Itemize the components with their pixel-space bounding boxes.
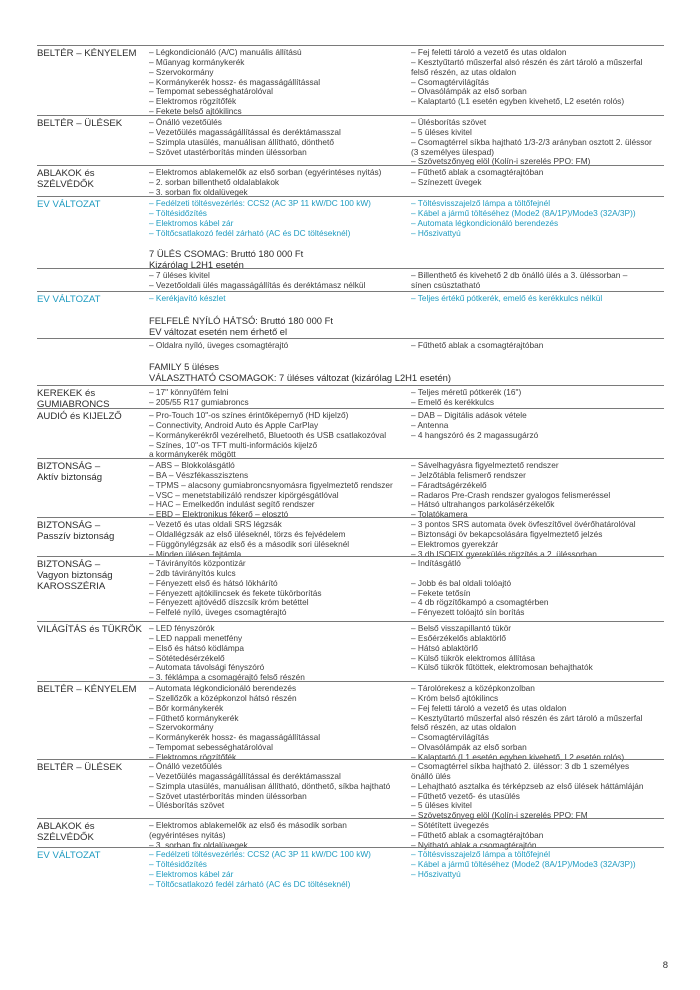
section-label: EV VÁLTOZAT [37, 199, 101, 210]
right-column [411, 388, 669, 408]
left-column [149, 559, 411, 618]
spec-item: – Csomagtérvilágítás [411, 76, 489, 87]
spec-item: – Függönylégzsák az első és a második sori üléseknél [149, 538, 350, 549]
spec-item: – Minden ülésen fejtámla [149, 548, 242, 559]
spec-item: – Automata távolsági fényszóró [149, 662, 265, 673]
spec-item: – Fűthető ablak a csomagtérajtóban [411, 340, 544, 350]
spec-section [37, 556, 664, 618]
section-label: VILÁGÍTÁS és TÜKRÖK [37, 624, 142, 635]
spec-item: – Távirányítós központizár [149, 558, 246, 568]
right-column [411, 762, 669, 821]
spec-item: – 5 üléses kivitel [411, 800, 472, 811]
left-column [149, 411, 411, 460]
section-label: ABLAKOK és SZÉLVÉDŐK [37, 168, 95, 190]
spec-item: – VSC – menetstabilizáló rendszer kipörgésgátlóval [149, 489, 339, 500]
spec-item: – Szövet utastérborítás minden üléssorban [149, 146, 307, 157]
left-column [149, 520, 411, 559]
left-column [149, 271, 411, 291]
spec-item: – Önálló vezetőülés [149, 117, 222, 127]
spec-item: – Kábel a jármű töltéséhez (Mode2 (8A/1P)/Mode3 (32A/3P)) [411, 207, 636, 218]
spec-section [37, 165, 664, 197]
page-number: 8 [662, 960, 668, 971]
right-column [411, 168, 669, 188]
spec-item: – BA – Vészfékasszisztens [149, 469, 249, 480]
spec-item: – Elektromos kábel zár [149, 217, 234, 228]
spec-item: – 3 db ISOFIX gyerekülés rögzítés a 2. üléssorban [411, 548, 597, 559]
spec-item: – Csomagtérvilágítás [411, 732, 489, 743]
spec-item: – Biztonsági öv bekapcsolására figyelmeztető jelzés [411, 528, 603, 539]
right-column [411, 341, 669, 351]
spec-item: – Kábel a jármű töltéséhez (Mode2 (8A/1P)/Mode3 (32A/3P)) [411, 858, 636, 869]
spec-section [37, 818, 664, 850]
spec-item: – Fényezett első és hátsó lökhárító [149, 577, 278, 588]
spec-item: – Légkondicionáló (A/C) manuális állítású [149, 47, 302, 57]
spec-item: – TPMS – alacsony gumiabroncsnyomásra figyelmeztető rendszer [149, 479, 393, 490]
left-column [149, 294, 411, 304]
spec-item: – Sötétített üvegezés [411, 820, 489, 830]
spec-item: – Szimpla utasülés, manuálisan állítható, dönthető, síkba hajtható [149, 780, 391, 791]
spec-section [37, 338, 664, 350]
spec-item: – Emelő és kerékkulcs [411, 396, 495, 407]
spec-item: – Fényezett tolóajtó sín borítás [411, 607, 525, 618]
spec-item: – Kormánykerékről vezérelhető, Bluetooth és USB csatlakozóval [149, 429, 387, 440]
section-label: BELTÉR – ÜLÉSEK [37, 762, 123, 773]
left-column [149, 168, 411, 198]
spec-item: – Connectivity, Android Auto és Apple CarPlay [149, 419, 319, 430]
spec-section [37, 196, 664, 238]
spec-item: – Fűthető kormánykerék [149, 712, 239, 723]
right-column [411, 411, 669, 441]
section-label: BELTÉR – KÉNYELEM [37, 48, 137, 59]
spec-item: – Fényezett ajtókilincsek és fekete tükörborítás [149, 587, 322, 598]
spec-item: – 17" könnyűfém felni [149, 387, 229, 397]
spec-item: – Szellőzők a középkonzol hátsó részén [149, 692, 297, 703]
spec-item: – Hőszivattyú [411, 227, 461, 238]
spec-item: – 3 pontos SRS automata övek övfeszítővel övérőhatárolóval [411, 519, 636, 529]
spec-item: – 205/55 R17 gumiabroncs [149, 396, 249, 407]
spec-item: – EBD – Elektronikus fékerő – elosztó [149, 509, 289, 520]
spec-item: – Elektromos rögzítőfék [149, 751, 237, 762]
right-column [411, 199, 669, 238]
spec-item: – Kesztyűtartó műszerfal alsó részén és zárt tároló a műszerfal felső részén, az utas oldalon [411, 56, 643, 77]
spec-section [37, 621, 664, 683]
spec-item: – 2db távirányítós kulcs [149, 567, 236, 578]
spec-item: – 4 hangszóró és 2 magassugárzó [411, 429, 539, 440]
spec-section [37, 759, 664, 821]
spec-item: – Olvasólámpák az első sorban [411, 742, 527, 753]
package-title-family: FAMILY 5 üléses VÁLASZTHATÓ CSOMAGOK: 7 üléses változat (kizárólag L2H1 esetén) [149, 361, 452, 384]
spec-item: – Esőérzékelős ablaktörlő [411, 632, 507, 643]
spec-item: – Fej feletti tároló a vezető és utas oldalon [411, 702, 567, 713]
spec-item: – Olvasólámpák az első sorban [411, 86, 527, 97]
spec-item: – Csomagtérrel síkba hajtható 2. üléssor: 3 db 1 személyes önálló ülés [411, 761, 630, 781]
spec-item: – Fekete tetősín [411, 587, 471, 598]
spec-item: – Elektromos rögzítőfék [149, 96, 237, 107]
left-column [149, 199, 411, 238]
spec-item: – Pro-Touch 10"-os színes érintőképernyő (HD kijelző) [149, 410, 349, 420]
spec-item: – Vezetőülés magasságállítással és deréktámasszal [149, 126, 341, 137]
right-column [411, 684, 669, 763]
spec-item: – Sávelhagyásra figyelmeztető rendszer [411, 460, 559, 470]
spec-item: – Indításgátló [411, 558, 461, 568]
spec-item: – Szervokormány [149, 66, 214, 77]
left-column [149, 624, 411, 683]
spec-section [37, 115, 664, 167]
left-column [149, 48, 411, 117]
spec-item: – Lehajtható asztalka és térképzseb az első ülések háttámláján [411, 780, 644, 791]
spec-item: – Jelzőtábla felismerő rendszer [411, 469, 526, 480]
spec-section [37, 291, 664, 305]
spec-item: – Kalaptartó (L1 esetén egyben kivehető, L2 esetén rolós) [411, 96, 625, 107]
spec-item: – Jobb és bal oldali tolóajtó [411, 577, 512, 588]
spec-item: – Bőr kormánykerék [149, 702, 224, 713]
spec-item: – 4 db rögzítőkampó a csomagtérben [411, 597, 549, 608]
spec-item: – Fűthető vezető- és utasülés [411, 790, 520, 801]
spec-item: – Automata légkondicionáló berendezés [411, 217, 559, 228]
spec-item: – Belső visszapillantó tükör [411, 623, 512, 633]
section-label: BELTÉR – ÜLÉSEK [37, 118, 123, 129]
spec-item: – Első és hátsó ködlámpa [149, 642, 245, 653]
spec-item: – Sötétedésérzékelő [149, 652, 225, 663]
spec-item: – Színezett üvegek [411, 176, 482, 187]
left-column [149, 388, 411, 408]
spec-item: – Töltésidőzítés [149, 858, 207, 869]
left-column [149, 341, 411, 351]
spec-item: – Oldalra nyíló, üveges csomagtérajtó [149, 340, 289, 350]
spec-section [37, 385, 664, 410]
spec-item: – Műanyag kormánykerék [149, 56, 245, 67]
spec-item: – Felfelé nyíló, üveges csomagtérajtó [149, 607, 287, 618]
spec-item: – Króm belső ajtókilincs [411, 692, 499, 703]
spec-item: – Elektromos ablakemelők az első és második sorban (egyérintéses nyitás) [149, 820, 347, 840]
spec-item: – Fedélzeti töltésvezérlés: CCS2 (AC 3P 11 kW/DC 100 kW) [149, 198, 371, 208]
spec-item: – Töltésvisszajelző lámpa a töltőfejnél [411, 198, 551, 208]
spec-item: – Vezetőülés magasságállítással és deréktámasszal [149, 770, 341, 781]
spec-item: – Töltésidőzítés [149, 207, 207, 218]
right-column [411, 559, 669, 618]
spec-item: – Fekete belső ajtókilincs [149, 106, 242, 117]
left-column [149, 118, 411, 157]
section-label: BIZTONSÁG – Aktív biztonság [37, 461, 103, 483]
section-label: BIZTONSÁG – Vagyon biztonság KAROSSZÉRIA [37, 559, 113, 592]
spec-section [37, 458, 664, 520]
spec-item: – Külső tükrök elektromos állítása [411, 652, 536, 663]
right-column [411, 118, 669, 167]
spec-item: – Tempomat sebességhatárolóval [149, 86, 273, 97]
spec-item: – Fedélzeti töltésvezérlés: CCS2 (AC 3P 11 kW/DC 100 kW) [149, 849, 371, 859]
spec-item: – 3. féklámpa a csomagérajtó felső részén [149, 672, 305, 683]
right-column [411, 520, 669, 559]
spec-item: – 3. sorban fix oldalüvegek [149, 186, 248, 197]
spec-item: – ABS – Blokkolásgátló [149, 460, 235, 470]
spec-item: – Elektromos kábel zár [149, 868, 234, 879]
spec-item: – Kesztyűtartó műszerfal alsó részén és zárt tároló a műszerfal felső részén, az utas oldalon [411, 712, 643, 733]
spec-item: – Hátsó ultrahangos parkolásérzékelők [411, 499, 555, 510]
spec-section [37, 408, 664, 460]
spec-item: – Elektromos gyerekzár [411, 538, 499, 549]
spec-item: – Töltőcsatlakozó fedél zárható (AC és DC töltéseknél) [149, 227, 351, 238]
spec-item: – 5 üléses kivitel [411, 126, 472, 137]
spec-item: – Színes, 10"-os TFT multi-információs kijelző a kormánykerék mögött [149, 439, 318, 460]
section-label: AUDIÓ és KIJELZŐ [37, 411, 122, 422]
spec-item: – Radaros Pre-Crash rendszer gyalogos felismeréssel [411, 489, 611, 500]
spec-item: – Fűthető ablak a csomagtérajtóban [411, 167, 544, 177]
spec-section [37, 268, 664, 290]
section-label: EV VÁLTOZAT [37, 850, 101, 861]
spec-item: – 7 üléses kivitel [149, 270, 210, 280]
spec-item: – Fűthető ablak a csomagtérajtóban [411, 829, 544, 840]
section-label: BELTÉR – KÉNYELEM [37, 684, 137, 695]
spec-item: – Tárolórekesz a középkonzolban [411, 683, 535, 693]
section-label: BIZTONSÁG – Passzív biztonság [37, 520, 115, 542]
right-column [411, 624, 669, 673]
spec-item: – Kalaptartó (L1 esetén egyben kivehető, L2 esetén rolós) [411, 751, 625, 762]
right-column [411, 271, 669, 291]
spec-item: – Fényezett ajtóvédő díszcsík króm betéttel [149, 597, 309, 608]
section-label: ABLAKOK és SZÉLVÉDŐK [37, 821, 95, 843]
spec-item: – Ülésborítás szövet [149, 800, 225, 811]
spec-item: – Vezető és utas oldali SRS légzsák [149, 519, 282, 529]
spec-item: – Tempomat sebességhatárolóval [149, 742, 273, 753]
right-column [411, 294, 669, 304]
spec-section [37, 45, 664, 117]
spec-item: – Töltőcsatlakozó fedél zárható (AC és DC töltéseknél) [149, 878, 351, 889]
spec-item: – Ülésborítás szövet [411, 117, 487, 127]
spec-item: – Elektromos ablakemelők az első sorban (egyérintéses nyitás) [149, 167, 382, 177]
spec-item: – Antenna [411, 419, 449, 430]
right-column [411, 850, 669, 880]
spec-item: – Szövetszőnyeg elöl (Kolín-i szerelés PPO: FM [411, 810, 588, 821]
spec-item: – DAB – Digitális adások vétele [411, 410, 527, 420]
spec-item: – Önálló vezetőülés [149, 761, 222, 771]
spec-item: – LED nappali menetfény [149, 632, 243, 643]
package-title-rear-door: FELFELÉ NYÍLÓ HÁTSÓ: Bruttó 180 000 Ft EV változat esetén nem érhető el [149, 315, 333, 338]
spec-item: – Fej feletti tároló a vezető és utas oldalon [411, 47, 567, 57]
spec-item: – Kormánykerék hossz- és magasságállítással [149, 732, 321, 743]
package-title-7-seat: 7 ÜLÉS CSOMAG: Bruttó 180 000 Ft Kizárólag L2H1 esetén [149, 248, 304, 271]
spec-item: – Oldallégzsák az első üléseknél, törzs és fejvédelem [149, 528, 346, 539]
section-label: EV VÁLTOZAT [37, 294, 101, 305]
spec-item: – Fáradtságérzékelő [411, 479, 487, 490]
section-label: KEREKEK és GUMIABRONCS [37, 388, 110, 410]
spec-item: – Töltésvisszajelző lámpa a töltőfejnél [411, 849, 551, 859]
spec-item: – LED fényszórók [149, 623, 215, 633]
spec-item: – Teljes értékű pótkerék, emelő és kerékkulcs nélkül [411, 293, 603, 303]
spec-item: – 3. sorban fix oldalüvegek [149, 839, 248, 850]
spec-item: – Tolatókamera [411, 509, 468, 520]
left-column [149, 762, 411, 811]
left-column [149, 684, 411, 763]
right-column [411, 461, 669, 520]
spec-item: – 2. sorban billenthető oldalablakok [149, 176, 280, 187]
spec-item: – Szövet utastérborítás minden üléssorban [149, 790, 307, 801]
spec-item: – Szövetszőnyeg elöl (Kolín-i szerelés PPO: FM) [411, 156, 591, 167]
spec-section [37, 847, 664, 889]
spec-item: – Automata légkondicionáló berendezés [149, 683, 297, 693]
spec-item: – HAC – Emelkedőn indulást segítő rendszer [149, 499, 315, 510]
spec-section [37, 681, 664, 762]
spec-item: – Vezetőoldali ülés magasságállítás és deréktámasz nélkül [149, 279, 366, 290]
spec-item: – Külső tükrök fűtöttek, elektromosan behajthatók [411, 662, 593, 673]
spec-item: – Billenthető és kivehető 2 db önálló ülés a 3. üléssorban – sínen csúsztatható [411, 270, 628, 290]
right-column [411, 48, 669, 107]
spec-item: – Kormánykerék hossz- és magasságállítással [149, 76, 321, 87]
spec-item: – Nyitható ablak a csomagtérajtón [411, 839, 537, 850]
left-column [149, 461, 411, 520]
spec-item: – Szimpla utasülés, manuálisan állítható, dönthető [149, 136, 334, 147]
spec-item: – Csomagtérrel síkba hajtható 1/3-2/3 arányban osztott 2. üléssor (3 személyes ülespad) [411, 136, 652, 157]
left-column [149, 850, 411, 889]
spec-item: – Teljes méretű pótkerék (16") [411, 387, 522, 397]
spec-section [37, 517, 664, 559]
spec-item: – Szervokormány [149, 722, 214, 733]
spec-item: – Hátsó ablaktörlő [411, 642, 478, 653]
spec-item: – Kerékjavító készlet [149, 293, 226, 303]
spec-item: – Hőszivattyú [411, 868, 461, 879]
